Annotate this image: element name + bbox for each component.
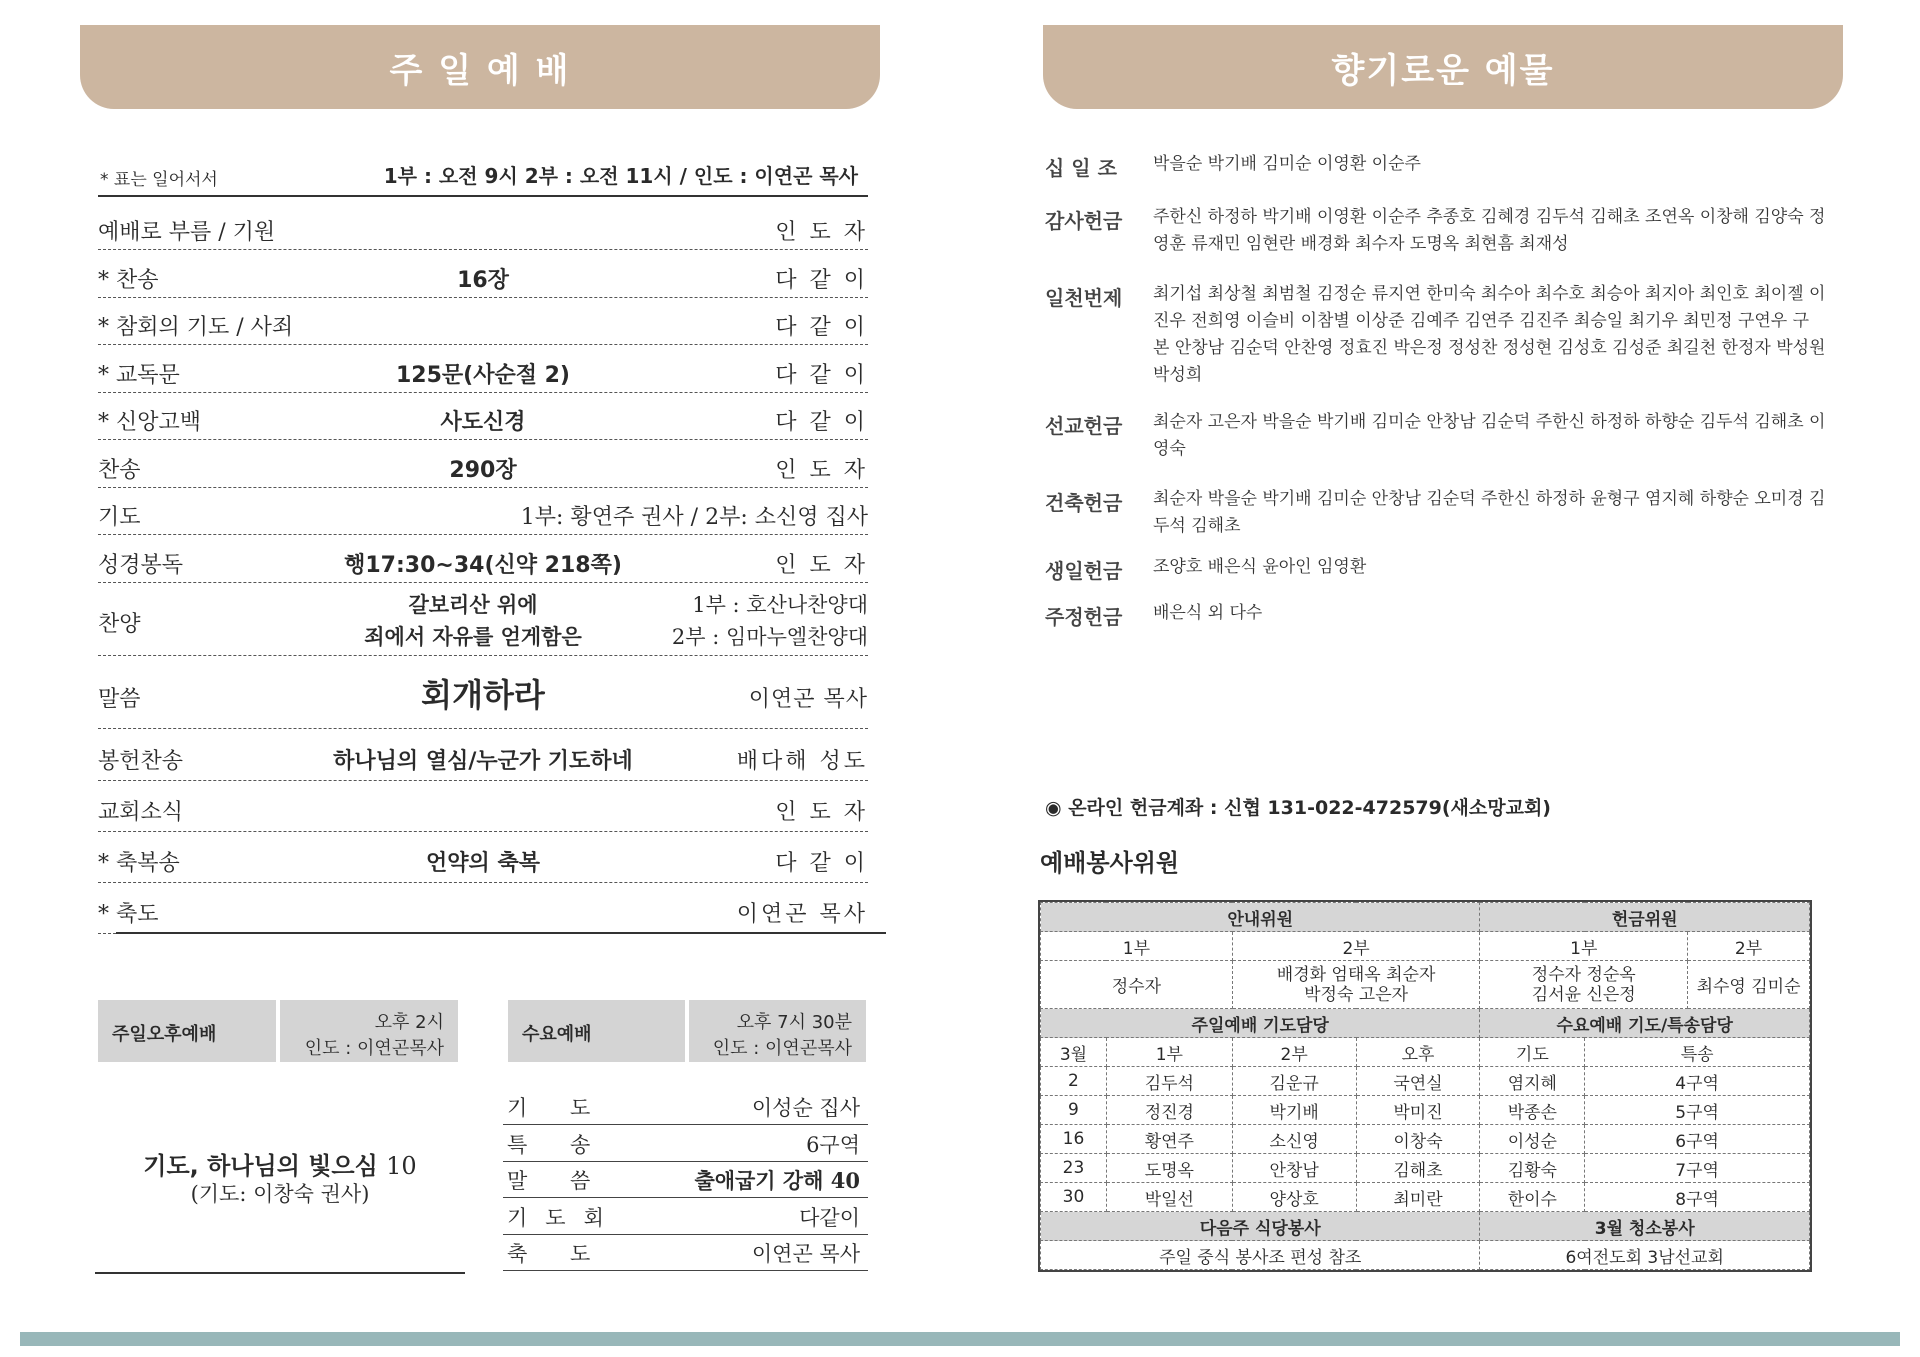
row-leader: 인 도 자: [775, 552, 868, 578]
offering-type: 건축헌금: [1045, 491, 1123, 515]
wed-label: 말 씀: [507, 1169, 609, 1193]
offering-type: 선교헌금: [1045, 414, 1123, 438]
service-times: 1부 : 오전 9시 2부 : 오전 11시 / 인도 : 이연곤 목사: [383, 164, 858, 188]
wed-label: 기 도: [507, 1096, 609, 1120]
duty-cell: 16: [1041, 1125, 1107, 1154]
wednesday-label-box: 수요예배: [508, 1000, 685, 1062]
header-rule: [98, 195, 868, 197]
row-label: * 찬송: [98, 267, 159, 293]
afternoon-prayer: (기도: 이창숙 권사): [190, 1182, 370, 1206]
offering-type: 주정헌금: [1045, 605, 1123, 629]
anthem-song-2: 죄에서 자유를 얻게함은: [364, 625, 582, 649]
row-value: 행17:30~34(신약 218쪽): [344, 552, 622, 578]
row-label: * 축복송: [98, 851, 180, 876]
duty-cell: 국연실: [1356, 1067, 1480, 1096]
row-value: 하나님의 열심/누군가 기도하네: [333, 749, 633, 774]
row-leader: 다 같 이: [775, 410, 868, 435]
prayer-duty-header: 주일예배 기도담당: [1041, 1009, 1480, 1038]
order-row: [98, 203, 868, 250]
wednesday-row: [503, 1127, 868, 1162]
duty-cell: 김두석: [1106, 1067, 1232, 1096]
col-special-song: 특송: [1585, 1038, 1810, 1067]
volunteers-title: 예배봉사위원: [1040, 849, 1180, 877]
duty-cell: 양상호: [1232, 1183, 1356, 1212]
wednesday-row: [503, 1090, 868, 1125]
cleaning-header: 3월 청소봉사: [1480, 1212, 1810, 1241]
anthem-row: 찬양 갈보리산 위에 죄에서 자유를 얻게함은 1부 : 호산나찬양대 2부 : 임마누엘찬양대: [98, 583, 868, 656]
row-leader: 다 같 이: [775, 315, 868, 340]
kitchen-header: 다음주 식당봉사: [1041, 1212, 1480, 1241]
row-label: * 참회의 기도 / 사죄: [98, 315, 294, 340]
duty-cell: 박일선: [1106, 1183, 1232, 1212]
col-prayer: 기도: [1480, 1038, 1585, 1067]
sermon-title: 회개하라: [421, 676, 545, 714]
row-label: 교회소식: [98, 800, 184, 825]
wednesday-row: [503, 1163, 868, 1198]
order-row: [98, 488, 868, 535]
order-row: [98, 298, 868, 345]
volunteer-table-wrap: [1038, 900, 1812, 1272]
offering-names: 박을순 박기배 김미순 이영환 이순주: [1153, 154, 1421, 174]
row-leader: 다 같 이: [775, 267, 868, 293]
row-leader: 인 도 자: [775, 220, 868, 245]
afternoon-time-box: 오후 2시 인도 : 이연곤목사: [280, 1000, 458, 1062]
col-month: 3월: [1041, 1038, 1107, 1067]
order-row: [98, 441, 868, 488]
order2-row: [98, 885, 868, 934]
offer-part1: 1부: [1480, 932, 1688, 961]
duty-cell: 도명옥: [1106, 1154, 1232, 1183]
afternoon-title: 기도, 하나님의 빛으심 10: [143, 1152, 417, 1180]
duty-cell: 8구역: [1585, 1183, 1810, 1212]
duty-cell: 박종손: [1480, 1096, 1585, 1125]
volunteer-table: [1040, 902, 1810, 1270]
duty-cell: 정진경: [1106, 1096, 1232, 1125]
wed-label: 축 도: [507, 1242, 609, 1266]
row-label: 기도: [98, 505, 141, 530]
afternoon-rule: [95, 1272, 465, 1274]
stand-note: * 표는 일어서서: [100, 170, 218, 190]
duty-cell: 30: [1041, 1183, 1107, 1212]
duty-cell: 2: [1041, 1067, 1107, 1096]
row-value: 사도신경: [440, 410, 526, 435]
offering-names: 최순자 고은자 박을순 박기배 김미순 안창남 김순덕 주한신 하정하 하향순 김두석 김해초 이영숙: [1153, 412, 1826, 459]
row-label: 예배로 부름 / 기원: [98, 220, 276, 245]
choir-2: 2부 : 임마누엘찬양대: [671, 625, 868, 649]
offering-names: 주한신 하정하 박기배 이영환 이순주 추종호 김혜경 김두석 김해초 조연옥 이창해 김양숙 정영훈 류재민 임현란 배경화 최수자 도명옥 최현흠 최재성: [1153, 207, 1826, 254]
row-label: * 축도: [98, 902, 159, 927]
wednesday-row: [503, 1200, 868, 1235]
duty-row: [1041, 1183, 1810, 1212]
offering-type: 감사헌금: [1045, 209, 1123, 233]
col-part2: 2부: [1232, 1038, 1356, 1067]
worship-banner: 주 일 예 배: [80, 25, 880, 109]
wed-value: 출애굽기 강해 40: [694, 1168, 860, 1193]
row-label: * 신앙고백: [98, 410, 202, 435]
wed-value: 다같이: [799, 1205, 860, 1230]
wed-duty-header: 수요예배 기도/특송담당: [1480, 1009, 1810, 1038]
order-row: [98, 393, 868, 440]
offering-banner: 향기로운 예물: [1043, 25, 1843, 109]
usher-part2: 2부: [1232, 932, 1480, 961]
duty-cell: 이창숙: [1356, 1125, 1480, 1154]
col-part1: 1부: [1106, 1038, 1232, 1067]
sermon-row: 말씀 회개하라 이연곤 목사: [98, 660, 868, 729]
duty-cell: 7구역: [1585, 1154, 1810, 1183]
row-label: * 교독문: [98, 362, 180, 388]
duty-cell: 4구역: [1585, 1067, 1810, 1096]
duty-cell: 박기배: [1232, 1096, 1356, 1125]
duty-cell: 김황숙: [1480, 1154, 1585, 1183]
duty-cell: 이성순: [1480, 1125, 1585, 1154]
offering-type: 일천번제: [1045, 286, 1123, 310]
offering-names: 최기섭 최상철 최범철 김정순 류지연 한미숙 최수아 최수호 최승아 최지아 최인호 최이젤 이진우 전희영 이슬비 이참별 이상준 김예주 김연주 김진주 최승일 최기우 최민정 구연우 구 본 안창남 김순덕 안찬영 정효진 박은정 정성찬 정성현 김성호 김성준 최길천 한정자 박성원 박성희: [1153, 284, 1827, 385]
wed-value: 이성순 집사: [751, 1096, 860, 1120]
kitchen-duty: 주일 중식 봉사조 편성 참조: [1041, 1241, 1480, 1270]
duty-cell: 23: [1041, 1154, 1107, 1183]
order2-row: [98, 834, 868, 883]
row-leader: 1부: 황연주 권사 / 2부: 소신영 집사: [520, 505, 868, 530]
duty-cell: 6구역: [1585, 1125, 1810, 1154]
wednesday-row: [503, 1236, 868, 1271]
offering-names: 최순자 박을순 박기배 김미순 안창남 김순덕 주한신 하정하 윤형구 염지혜 하향순 오미경 김두석 김해초: [1153, 489, 1826, 536]
duty-cell: 최미란: [1356, 1183, 1480, 1212]
row-label: 성경봉독: [98, 552, 184, 578]
row-value: 290장: [449, 457, 517, 483]
row-leader: 다 같 이: [775, 362, 868, 388]
duty-cell: 김운규: [1232, 1067, 1356, 1096]
duty-row: [1041, 1125, 1810, 1154]
row-leader: 다 같 이: [775, 851, 868, 876]
usher-header: 안내위원: [1041, 903, 1480, 932]
duty-row: [1041, 1067, 1810, 1096]
duty-row: [1041, 1154, 1810, 1183]
offering-type: 생일헌금: [1045, 559, 1123, 583]
duty-cell: 5구역: [1585, 1096, 1810, 1125]
order-row: [98, 536, 868, 583]
duty-cell: 염지혜: [1480, 1067, 1585, 1096]
duty-cell: 황연주: [1106, 1125, 1232, 1154]
cleaning-duty: 6여전도회 3남선교회: [1480, 1241, 1810, 1270]
row-value: 16장: [457, 267, 509, 293]
offering-names: 배은식 외 다수: [1153, 603, 1263, 623]
col-afternoon: 오후: [1356, 1038, 1480, 1067]
wed-value: 이연곤 목사: [751, 1242, 860, 1266]
bottom-rule: [116, 932, 886, 934]
row-label: 찬송: [98, 457, 141, 483]
wed-value: 6구역: [806, 1132, 860, 1157]
order2-row: [98, 732, 868, 781]
row-label: 봉헌찬송: [98, 749, 184, 774]
row-leader: 배다해 성도: [736, 749, 868, 774]
offering-committee-header: 헌금위원: [1480, 903, 1810, 932]
wednesday-time-box: 오후 7시 30분 인도 : 이연곤목사: [689, 1000, 866, 1062]
order2-row: [98, 783, 868, 832]
row-value: 언약의 축복: [426, 851, 540, 876]
duty-cell: 9: [1041, 1096, 1107, 1125]
row-leader: 인 도 자: [775, 800, 868, 825]
duty-cell: 박미진: [1356, 1096, 1480, 1125]
offer-part2: 2부: [1688, 932, 1810, 961]
offer1-names: 정수자 정순옥 김서윤 신은정: [1480, 961, 1688, 1009]
row-leader: 이연곤 목사: [736, 902, 868, 927]
choir-1: 1부 : 호산나찬양대: [692, 593, 868, 617]
row-value: 125문(사순절 2): [395, 362, 570, 388]
duty-cell: 소신영: [1232, 1125, 1356, 1154]
offering-names: 조양호 배은식 윤아인 임영환: [1153, 557, 1367, 577]
row-leader: 인 도 자: [775, 457, 868, 483]
afternoon-label-box: 주일오후예배: [98, 1000, 276, 1062]
account-info: ◉ 온라인 헌금계좌 : 신협 131-022-472579(새소망교회): [1045, 797, 1551, 819]
anthem-song-1: 갈보리산 위에: [408, 593, 538, 617]
order-row: [98, 346, 868, 393]
usher2-names: 배경화 엄태옥 최순자 박정숙 고은자: [1232, 961, 1480, 1009]
offer2-names: 최수영 김미순: [1688, 961, 1810, 1009]
usher1-names: 정수자: [1041, 961, 1233, 1009]
duty-cell: 안창남: [1232, 1154, 1356, 1183]
offering-type: 십 일 조: [1045, 156, 1117, 180]
footer-bar: [20, 1332, 1900, 1346]
duty-row: [1041, 1096, 1810, 1125]
wed-label: 특 송: [507, 1132, 609, 1157]
order-row: [98, 251, 868, 298]
duty-cell: 김해초: [1356, 1154, 1480, 1183]
duty-cell: 한이수: [1480, 1183, 1585, 1212]
wed-label: 기도회: [507, 1205, 622, 1230]
usher-part1: 1부: [1041, 932, 1233, 961]
